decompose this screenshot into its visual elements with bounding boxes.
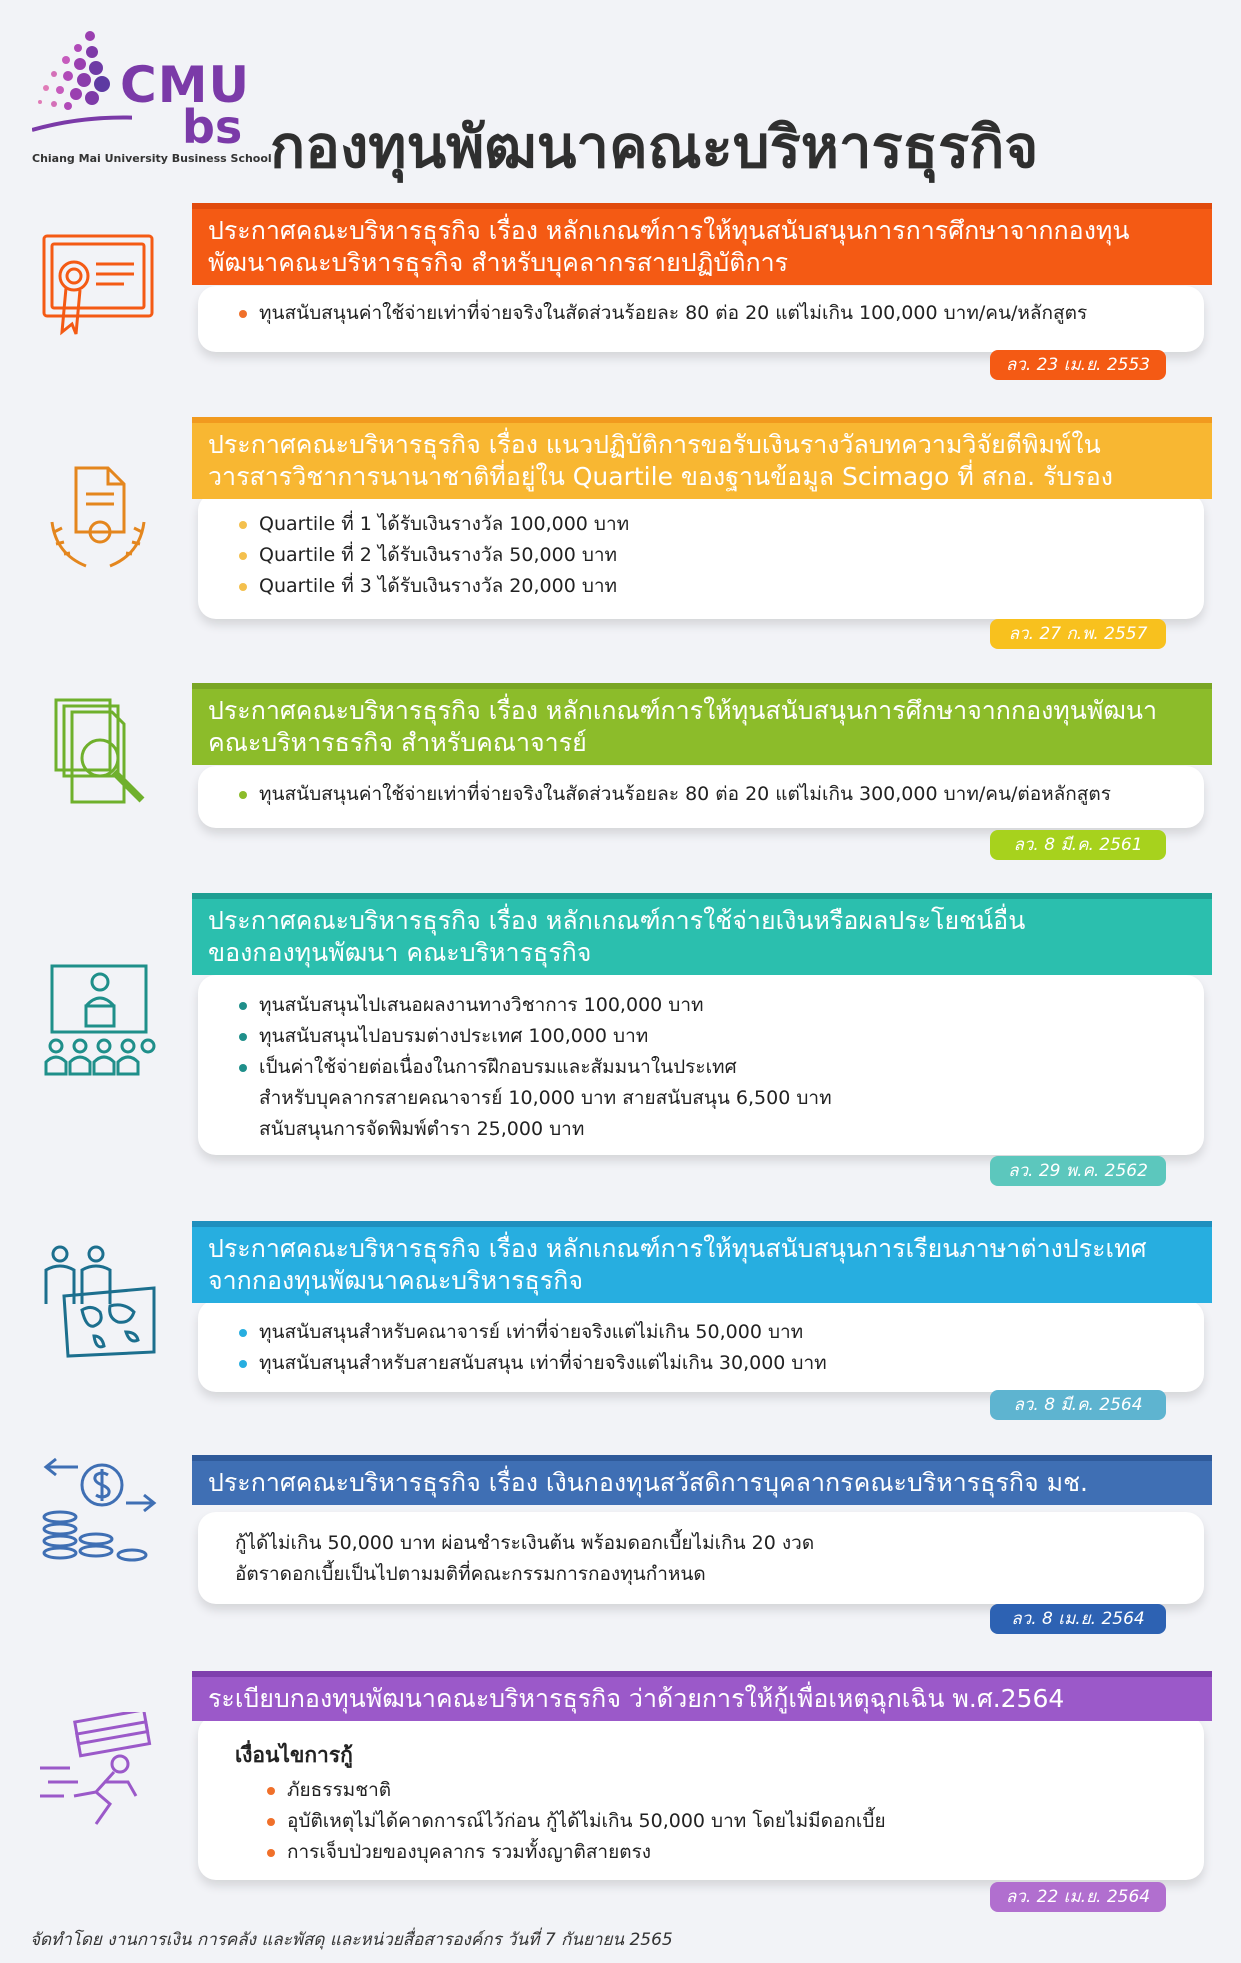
list-item-continued bbox=[235, 1114, 832, 1145]
item-text: สนับสนุนการจัดพิมพ์ตำรา 25,000 บาท bbox=[259, 1118, 585, 1140]
date-badge: ลว. 8 มี.ค. 2564 bbox=[990, 1390, 1166, 1420]
logo-cmu-text: CMU bbox=[120, 56, 251, 114]
title-line: ประกาศคณะบริหารธุรกิจ เรื่อง หลักเกณฑ์การใช้จ่ายเงินหรือผลประโยชน์อื่น bbox=[208, 906, 1026, 935]
item-text: สำหรับบุคลากรสายคณาจารย์ 10,000 บาท สายสนับสนุน 6,500 บาท bbox=[259, 1087, 832, 1109]
list-item bbox=[235, 1052, 832, 1083]
item-list bbox=[235, 990, 832, 1145]
logo-dots-icon bbox=[32, 26, 132, 136]
item-list bbox=[235, 1740, 886, 1868]
list-item bbox=[263, 1837, 886, 1868]
list-item bbox=[235, 540, 629, 571]
item-text: ทุนสนับสนุนสำหรับคณาจารย์ เท่าที่จ่ายจริงแต่ไม่เกิน 50,000 บาท bbox=[259, 1321, 804, 1343]
title-line: ประกาศคณะบริหารธุรกิจ เรื่อง หลักเกณฑ์การให้ทุนสนับสนุนการการศึกษาจากกองทุน bbox=[208, 216, 1130, 245]
list-item bbox=[235, 1528, 814, 1559]
date-badge: ลว. 8 มี.ค. 2561 bbox=[990, 830, 1166, 860]
logo-bs-text: bs bbox=[182, 100, 243, 154]
item-text: กู้ได้ไม่เกิน 50,000 บาท ผ่อนชำระเงินต้น พร้อมดอกเบี้ยไม่เกิน 20 งวด bbox=[235, 1532, 815, 1554]
item-list bbox=[235, 298, 1087, 329]
title-line: ประกาศคณะบริหารธุรกิจ เรื่อง หลักเกณฑ์การให้ทุนสนับสนุนการศึกษาจากกองทุนพัฒนา bbox=[208, 696, 1158, 725]
list-item bbox=[235, 1021, 832, 1052]
section-title bbox=[192, 1221, 1212, 1303]
document-search-icon bbox=[38, 696, 168, 826]
item-text: ทุนสนับสนุนไปอบรมต่างประเทศ 100,000 บาท bbox=[259, 1025, 649, 1047]
page-title: กองทุนพัฒนาคณะบริหารธุรกิจ bbox=[270, 113, 1039, 181]
item-text: ทุนสนับสนุนค่าใช้จ่ายเท่าที่จ่ายจริงในสัดส่วนร้อยละ 80 ต่อ 20 แต่ไม่เกิน 300,000 บาท/คน/ต่อหลักสูตร bbox=[259, 783, 1111, 805]
title-line: คณะบริหารธรกิจ สำหรับคณาจารย์ bbox=[208, 728, 587, 757]
list-item bbox=[235, 571, 629, 602]
list-item bbox=[235, 779, 1111, 810]
world-map-people-icon bbox=[38, 1244, 168, 1374]
money-exchange-icon bbox=[38, 1455, 168, 1585]
title-line: ของกองทุนพัฒนา คณะบริหารธุรกิจ bbox=[208, 938, 592, 967]
item-text: ทุนสนับสนุนสำหรับสายสนับสนุน เท่าที่จ่ายจริงแต่ไม่เกิน 30,000 บาท bbox=[259, 1352, 827, 1374]
item-list bbox=[235, 779, 1111, 810]
footer-credit: จัดทำโดย งานการเงิน การคลัง และพัสดุ และหน่วยสื่อสารองค์กร วันที่ 7 กันยายน 2565 bbox=[30, 1930, 673, 1950]
section-title bbox=[192, 893, 1212, 975]
list-item-continued bbox=[235, 1083, 832, 1114]
title-line: พัฒนาคณะบริหารธุรกิจ สำหรับบุคลากรสายปฏิบัติการ bbox=[208, 248, 789, 277]
cmubs-logo bbox=[32, 26, 272, 166]
title-line: วารสารวิชาการนานาชาติที่อยู่ใน Quartile ของฐานข้อมูล Scimago ที่ สกอ. รับรอง bbox=[208, 462, 1114, 491]
item-list bbox=[235, 1528, 814, 1590]
presentation-icon bbox=[38, 962, 168, 1092]
title-line: ประกาศคณะบริหารธุรกิจ เรื่อง แนวปฏิบัติการขอรับเงินรางวัลบทความวิจัยตีพิมพ์ใน bbox=[208, 430, 1101, 459]
list-item bbox=[235, 298, 1087, 329]
title-line: จากกองทุนพัฒนาคณะบริหารธุรกิจ bbox=[208, 1266, 583, 1295]
conditions-heading: เงื่อนไขการกู้ bbox=[235, 1743, 353, 1767]
item-list bbox=[235, 1317, 827, 1379]
list-item bbox=[263, 1806, 886, 1837]
title-line: ระเบียบกองทุนพัฒนาคณะบริหารธุรกิจ ว่าด้วยการให้กู้เพื่อเหตุฉุกเฉิน พ.ศ.2564 bbox=[208, 1684, 1065, 1713]
section-title bbox=[192, 683, 1212, 765]
section-title bbox=[192, 1455, 1212, 1505]
section-title bbox=[192, 1671, 1212, 1721]
date-badge: ลว. 29 พ.ค. 2562 bbox=[990, 1156, 1166, 1186]
award-document-icon bbox=[38, 462, 168, 592]
item-text: เป็นค่าใช้จ่ายต่อเนื่องในการฝึกอบรมและสัมมนาในประเทศ bbox=[259, 1056, 737, 1078]
date-badge: ลว. 23 เม.ย. 2553 bbox=[990, 350, 1166, 380]
title-line: ประกาศคณะบริหารธุรกิจ เรื่อง หลักเกณฑ์การให้ทุนสนับสนุนการเรียนภาษาต่างประเทศ bbox=[208, 1234, 1147, 1263]
item-text: ทุนสนับสนุนไปเสนอผลงานทางวิชาการ 100,000 บาท bbox=[259, 994, 704, 1016]
item-list bbox=[235, 509, 629, 602]
item-text: Quartile ที่ 2 ได้รับเงินรางวัล 50,000 บาท bbox=[259, 544, 618, 566]
item-text: ทุนสนับสนุนค่าใช้จ่ายเท่าที่จ่ายจริงในสัดส่วนร้อยละ 80 ต่อ 20 แต่ไม่เกิน 100,000 บาท/คน/หลักสูตร bbox=[259, 302, 1088, 324]
item-text: การเจ็บป่วยของบุคลากร รวมทั้งญาติสายตรง bbox=[287, 1841, 652, 1863]
item-text: อุบัติเหตุไม่ได้คาดการณ์ไว้ก่อน กู้ได้ไม่เกิน 50,000 บาท โดยไม่มีดอกเบี้ย bbox=[287, 1810, 886, 1832]
list-item bbox=[235, 509, 629, 540]
title-line: ประกาศคณะบริหารธุรกิจ เรื่อง เงินกองทุนสวัสดิการบุคลากรคณะบริหารธุรกิจ มช. bbox=[208, 1468, 1088, 1497]
item-text: ภัยธรรมชาติ bbox=[287, 1779, 392, 1801]
item-text: อัตราดอกเบี้ยเป็นไปตามมติที่คณะกรรมการกองทุนกำหนด bbox=[235, 1563, 706, 1585]
date-badge: ลว. 27 ก.พ. 2557 bbox=[990, 619, 1166, 649]
item-text: Quartile ที่ 1 ได้รับเงินรางวัล 100,000 บาท bbox=[259, 513, 630, 535]
section-title bbox=[192, 417, 1212, 499]
list-item bbox=[235, 990, 832, 1021]
list-item bbox=[235, 1348, 827, 1379]
logo-subtitle: Chiang Mai University Business School bbox=[32, 152, 272, 165]
list-item bbox=[235, 1317, 827, 1348]
list-item bbox=[235, 1559, 814, 1590]
date-badge: ลว. 22 เม.ย. 2564 bbox=[990, 1882, 1166, 1912]
list-item bbox=[263, 1775, 886, 1806]
certificate-icon bbox=[38, 228, 168, 358]
item-text: Quartile ที่ 3 ได้รับเงินรางวัล 20,000 บาท bbox=[259, 575, 618, 597]
running-money-icon bbox=[38, 1712, 168, 1842]
date-badge: ลว. 8 เม.ย. 2564 bbox=[990, 1604, 1166, 1634]
section-title bbox=[192, 203, 1212, 285]
